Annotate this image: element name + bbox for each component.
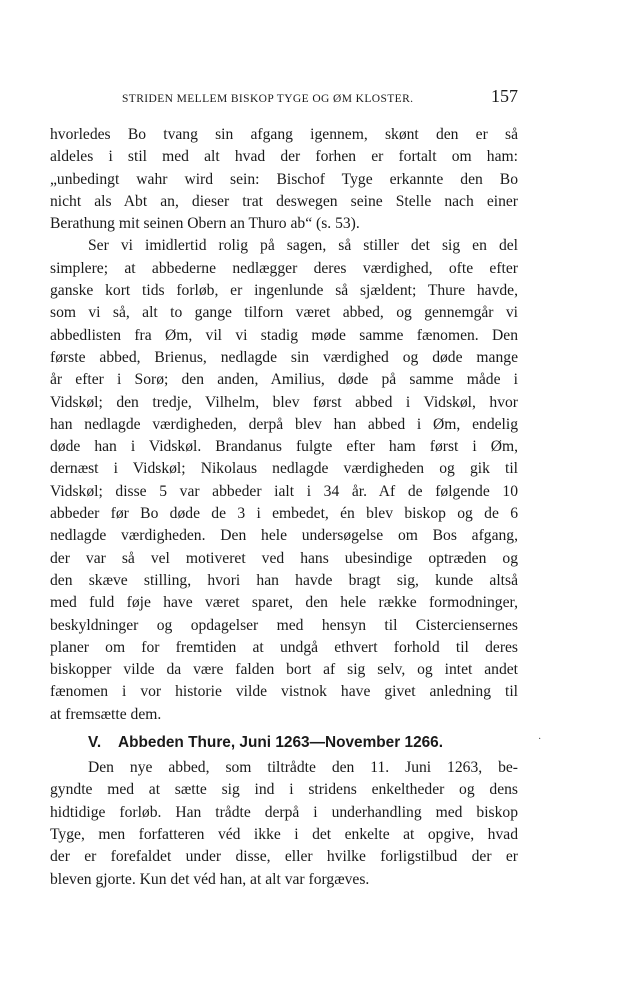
section-heading (50, 726, 518, 757)
text-line: Berathung mit seinen Obern an Thuro ab“ (s. 53). (50, 215, 360, 233)
text-line: som vi så, alt to gange tilforn været abbed, og gennemgår vi (50, 304, 518, 322)
paragraph-abbot-analysis (50, 235, 518, 726)
section-numeral: V. (88, 734, 102, 752)
text-line: Tyge, men forfatteren véd ikke i det enkelte at opgive, hvad (50, 825, 518, 843)
text-line: aldeles i stil med alt hvad der forhen er fortalt om ham: (50, 148, 518, 166)
page-header (50, 84, 518, 114)
text-line: dernæst i Vidskøl; Nikolaus nedlagde værdigheden og gik til (50, 460, 518, 478)
text-line: bleven gjorte. Kun det véd han, at alt var forgæves. (50, 870, 370, 888)
text-line: simplere; at abbederne nedlægger deres værdighed, ofte efter (50, 259, 518, 277)
text-line: første abbed, Brienus, nedlagde sin værdighed og døde mange (50, 348, 518, 366)
running-title: STRIDEN MELLEM BISKOP TYGE OG ØM KLOSTER. (122, 93, 414, 105)
text-line: med fuld føje have været sparet, den hele række formodninger, (50, 594, 518, 612)
text-line: ganske kort tids forløb, er ingenlunde så sjældent; Thure havde, (50, 282, 518, 300)
text-line: hidtidige forløb. Han trådte derpå i underhandling med biskop (50, 803, 518, 821)
text-line: biskopper vilde da være falden bort af sig selv, og intet andet (50, 661, 518, 679)
text-line: Vidskøl; den tredje, Vilhelm, blev først abbed i Vidskøl, hvor (50, 393, 518, 411)
text-line: han nedlagde værdigheden, derpå blev han abbed i Øm, endelig (50, 415, 518, 433)
text-line: at fremsætte dem. (50, 705, 162, 723)
text-line: fænomen i vor historie vilde vistnok have givet anledning til (50, 683, 518, 701)
text-line: abbedlisten fra Øm, vil vi stadig møde samme fænomen. Den (50, 326, 518, 344)
page-number: 157 (491, 86, 518, 106)
text-line: Vidskøl; disse 5 var abbeder ialt i 34 år. Af de følgende 10 (50, 482, 518, 500)
text-line: Ser vi imidlertid rolig på sagen, så stiller det sig en del (88, 237, 518, 255)
body-text (50, 124, 518, 891)
text-line: gyndte med at sætte sig ind i stridens enkeltheder og dens (50, 781, 518, 799)
paragraph-continuation (50, 124, 518, 235)
text-line: abbeder før Bo døde de 3 i embedet, én blev biskop og de 6 (50, 505, 518, 523)
text-line: der var så vel motiveret ved hans ubesindige optræden og (50, 549, 518, 567)
section-title: Abbeden Thure, Juni 1263—November 1266. (118, 734, 444, 752)
text-line: nicht als Abt an, dieser trat deswegen seine Stelle nach einer (50, 192, 518, 210)
text-line: planer om for fremtiden at undgå ethvert forhold til deres (50, 638, 518, 656)
margin-mark: · (538, 734, 542, 745)
text-line: døde han i Vidskøl. Brandanus fulgte efter ham først i Øm, (50, 438, 518, 456)
text-line: hvorledes Bo tvang sin afgang igennem, skønt den er så (50, 126, 518, 143)
paragraph-new-abbot (50, 757, 518, 891)
text-line: der er forefaldet under disse, eller hvilke forligstilbud der er (50, 848, 518, 866)
text-line: Den nye abbed, som tiltrådte den 11. Juni 1263, be- (88, 759, 518, 777)
text-line: „unbedingt wahr wird sein: Bischof Tyge erkannte den Bo (50, 170, 518, 188)
text-line: nedlagde værdigheden. Den hele undersøgelse om Bos afgang, (50, 527, 518, 545)
text-line: år efter i Sorø; den anden, Amilius, døde på samme måde i (50, 371, 518, 389)
text-line: beskyldninger og opdagelser med hensyn til Cisterciensernes (50, 616, 518, 634)
text-line: den skæve stilling, hvori han havde bragt sig, kunde altså (50, 571, 518, 589)
